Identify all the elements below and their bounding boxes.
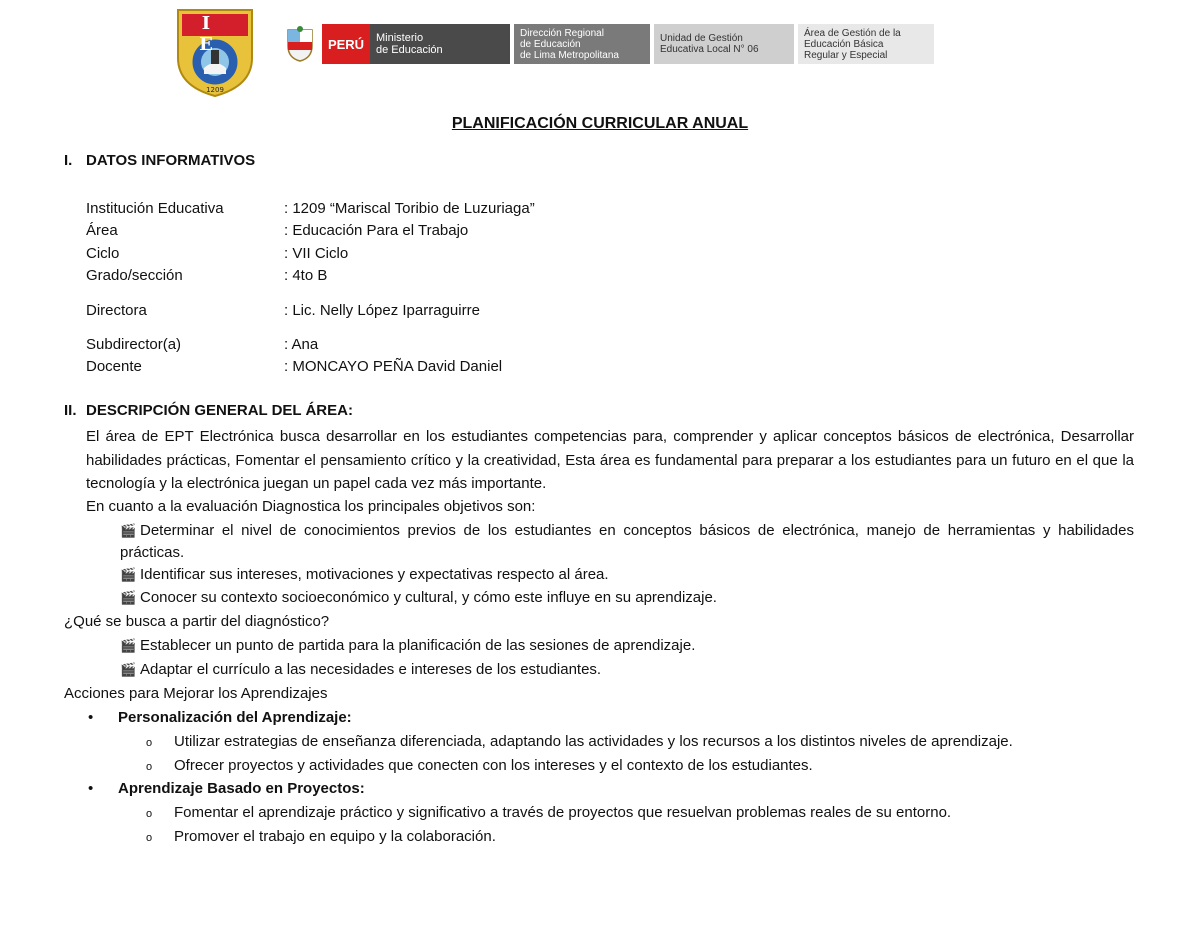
- diagnostic-question: ¿Qué se busca a partir del diagnóstico?: [64, 613, 330, 630]
- area-gestion-line-1: Área de Gestión de la: [804, 27, 901, 39]
- school-logo: [174, 6, 256, 98]
- clapper-icon: 🎬: [120, 638, 137, 653]
- info-value: : Ana: [284, 336, 319, 353]
- group-heading: [88, 780, 365, 797]
- objective-text: Determinar el nivel de conocimientos previos de los estudiantes en conceptos básicos de electrónica, manejo de herramientas y habilidades prácticas.: [120, 522, 1134, 561]
- peru-shield-icon: [282, 24, 318, 64]
- school-logo-letters: I E: [199, 13, 231, 55]
- info-value: : VII Ciclo: [284, 245, 349, 262]
- area-gestion-line-3: Regular y Especial: [804, 49, 888, 61]
- info-value: : Lic. Nelly López Iparraguirre: [284, 302, 480, 319]
- document-title: PLANIFICACIÓN CURRICULAR ANUAL: [451, 115, 749, 132]
- info-label: Grado/sección: [86, 267, 183, 284]
- direccion-block: [514, 24, 650, 64]
- info-label: Área: [86, 222, 118, 239]
- actions-title: Acciones para Mejorar los Aprendizajes: [64, 685, 328, 702]
- area-description-paragraph: El área de EPT Electrónica busca desarrollar en los estudiantes competencias para, comprender y aplicar conceptos básicos de electrónica, Desarrollar habilidades prácticas, Fomentar el pensamiento crítico y la creatividad, Esta área es fundamental para preparar a los estudiantes para un futuro en el que la tecnología y la electrónica juegan un papel cada vez más importante.: [86, 428, 1134, 492]
- info-row-docente: [86, 358, 502, 375]
- section-2-number: II.: [64, 402, 77, 419]
- objective-item: [120, 520, 1134, 564]
- objective-item: [120, 589, 717, 606]
- direccion-line-1: Dirección Regional: [520, 27, 604, 39]
- bullet-icon: •: [88, 709, 94, 726]
- info-label: Docente: [86, 358, 142, 375]
- objective-item: [120, 566, 609, 583]
- group-item: [146, 733, 1013, 750]
- info-value: : 1209 “Mariscal Toribio de Luzuriaga”: [284, 200, 535, 217]
- peru-label: PERÚ: [322, 24, 370, 64]
- group-item: [146, 828, 496, 845]
- section-2-heading: [64, 402, 353, 419]
- clapper-icon: 🎬: [120, 523, 137, 538]
- info-row-area: [86, 222, 468, 239]
- area-gestion-block: [798, 24, 934, 64]
- svg-text:1209: 1209: [206, 86, 224, 94]
- group-title: Aprendizaje Basado en Proyectos:: [118, 780, 365, 797]
- info-label: Directora: [86, 302, 147, 319]
- circle-bullet-icon: o: [146, 737, 153, 749]
- info-row-directora: [86, 302, 480, 319]
- info-row-grado: [86, 267, 327, 284]
- section-1-heading: [64, 152, 255, 169]
- info-row-ciclo: [86, 245, 348, 262]
- unidad-block: [654, 24, 794, 64]
- section-1-number: I.: [64, 152, 73, 169]
- aim-item: [120, 661, 601, 678]
- group-item: [146, 757, 813, 774]
- objective-text: Identificar sus intereses, motivaciones y expectativas respecto al área.: [140, 566, 609, 583]
- ministerio-block: [370, 24, 510, 64]
- section-1-title: DATOS INFORMATIVOS: [86, 152, 256, 169]
- circle-bullet-icon: o: [146, 761, 153, 773]
- group-item: [146, 804, 951, 821]
- objective-text: Conocer su contexto socioeconómico y cultural, y cómo este influye en su aprendizaje.: [140, 589, 717, 606]
- aim-item: [120, 637, 695, 654]
- info-label: Subdirector(a): [86, 336, 182, 353]
- aim-text: Establecer un punto de partida para la planificación de las sesiones de aprendizaje.: [140, 637, 696, 654]
- group-heading: [88, 709, 352, 726]
- bullet-icon: •: [88, 780, 94, 797]
- direccion-line-3: de Lima Metropolitana: [520, 49, 619, 61]
- aim-text: Adaptar el currículo a las necesidades e intereses de los estudiantes.: [140, 661, 602, 678]
- info-value: : 4to B: [284, 267, 328, 284]
- info-value: : MONCAYO PEÑA David Daniel: [284, 358, 503, 375]
- info-label: Ciclo: [86, 245, 120, 262]
- info-value: : Educación Para el Trabajo: [284, 222, 469, 239]
- group-title: Personalización del Aprendizaje:: [118, 709, 352, 726]
- evaluation-intro: En cuanto a la evaluación Diagnostica los principales objetivos son:: [86, 498, 536, 515]
- circle-bullet-icon: o: [146, 808, 153, 820]
- ministerio-line-1: Ministerio: [376, 32, 424, 44]
- group-item-text: Ofrecer proyectos y actividades que conecten con los intereses y el contexto de los estudiantes.: [174, 757, 813, 774]
- circle-bullet-icon: o: [146, 832, 153, 844]
- unidad-line-2: Educativa Local N° 06: [660, 44, 759, 55]
- area-gestion-line-2: Educación Básica: [804, 38, 884, 50]
- section-2-title: DESCRIPCIÓN GENERAL DEL ÁREA:: [86, 402, 353, 419]
- unidad-line-1: Unidad de Gestión: [660, 33, 743, 44]
- ministerio-line-2: de Educación: [376, 44, 443, 56]
- info-label: Institución Educativa: [86, 200, 224, 217]
- clapper-icon: 🎬: [120, 590, 137, 605]
- ministry-header: [282, 24, 934, 64]
- group-item-text: Utilizar estrategias de enseñanza diferenciada, adaptando las actividades y los recursos a los distintos niveles de aprendizaje.: [174, 733, 1013, 750]
- group-item-text: Promover el trabajo en equipo y la colaboración.: [174, 828, 496, 845]
- info-row-institucion: [86, 200, 535, 217]
- clapper-icon: 🎬: [120, 567, 137, 582]
- direccion-line-2: de Educación: [520, 38, 581, 50]
- info-row-subdirector: [86, 336, 318, 353]
- group-item-text: Fomentar el aprendizaje práctico y significativo a través de proyectos que resuelvan problemas reales de su entorno.: [174, 804, 952, 821]
- clapper-icon: 🎬: [120, 662, 137, 677]
